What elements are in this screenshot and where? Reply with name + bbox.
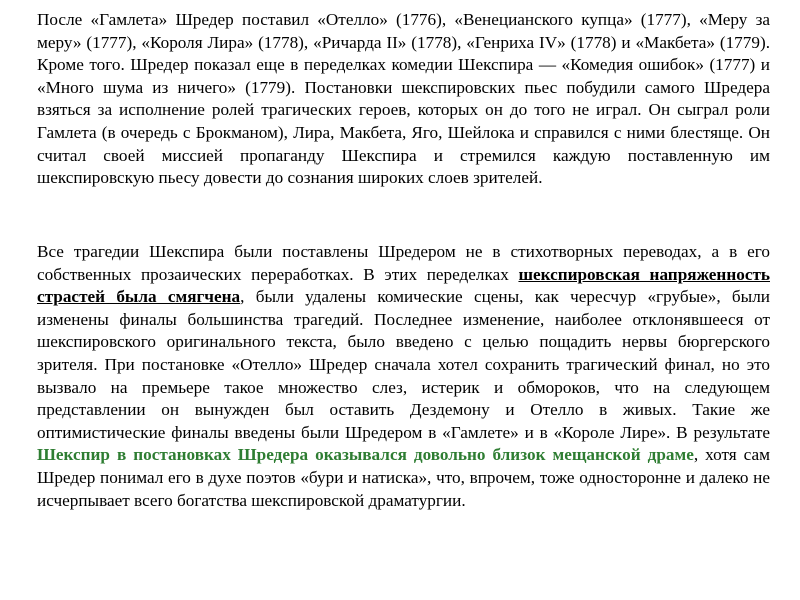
emphasis-underlined: шекспировская напряженность страстей была смягчена — [37, 264, 770, 307]
paragraph-2-part-3: , хотя сам Шредер понимал его в духе поэтов «бури и натиска», что, впрочем, тоже односторонне и далеко не исчерпывает всего богатства шекспировской драматургии. — [37, 445, 770, 510]
paragraph-2-part-2: , были удалены комические сцены, как чересчур «грубые», были изменены финалы большинства трагедий. Последнее изменение, наиболее отклонявшееся от шекспировского оригинального текста, было введено с целью пощадить нервы бюргерского зрителя. При постановке «Отелло» Шредер сначала хотел сохранить трагический финал, но это вызвало на премьере такое множество слез, истерик и обмороков, что на следующем представлении он вынужден был оставить Дездемону и Отелло в живых. Такие же оптимистические финалы введены были Шредером в «Гамлете» и в «Короле Лире». В результате — [37, 287, 771, 442]
paragraph-1 — [37, 9, 770, 190]
emphasis-green: Шекспир в постановках Шредера оказывался довольно близок мещанской драме — [37, 445, 694, 465]
paragraph-2 — [37, 241, 770, 512]
paragraph-1-text: После «Гамлета» Шредер поставил «Отелло» (1776), «Венецианского купца» (1777), «Меру за меру» (1777), «Короля Лира» (1778), «Ричарда II» (1778), «Генриха IV» (1778) и «Макбета» (1779). Кроме того. Шредер показал еще в переделках комедии Шекспира — «Комедия ошибок» (1777) и «Много шума из ничего» (1779). Постановки шекспировских пьес побудили самого Шредера взяться за исполнение ролей трагических героев, которых он до того не играл. Он сыграл роли Гамлета (в очередь с Брокманом), Лира, Макбета, Яго, Шейлока и справился с ними блестяще. Он считал своей миссией пропаганду Шекспира и стремился каждую поставленную им шекспировскую пьесу довести до сознания широких слоев зрителей. — [37, 10, 770, 188]
paragraph-2-part-1: Все трагедии Шекспира были поставлены Шредером не в стихотворных переводах, а в его собственных прозаических переработках. В этих переделках — [37, 242, 770, 284]
